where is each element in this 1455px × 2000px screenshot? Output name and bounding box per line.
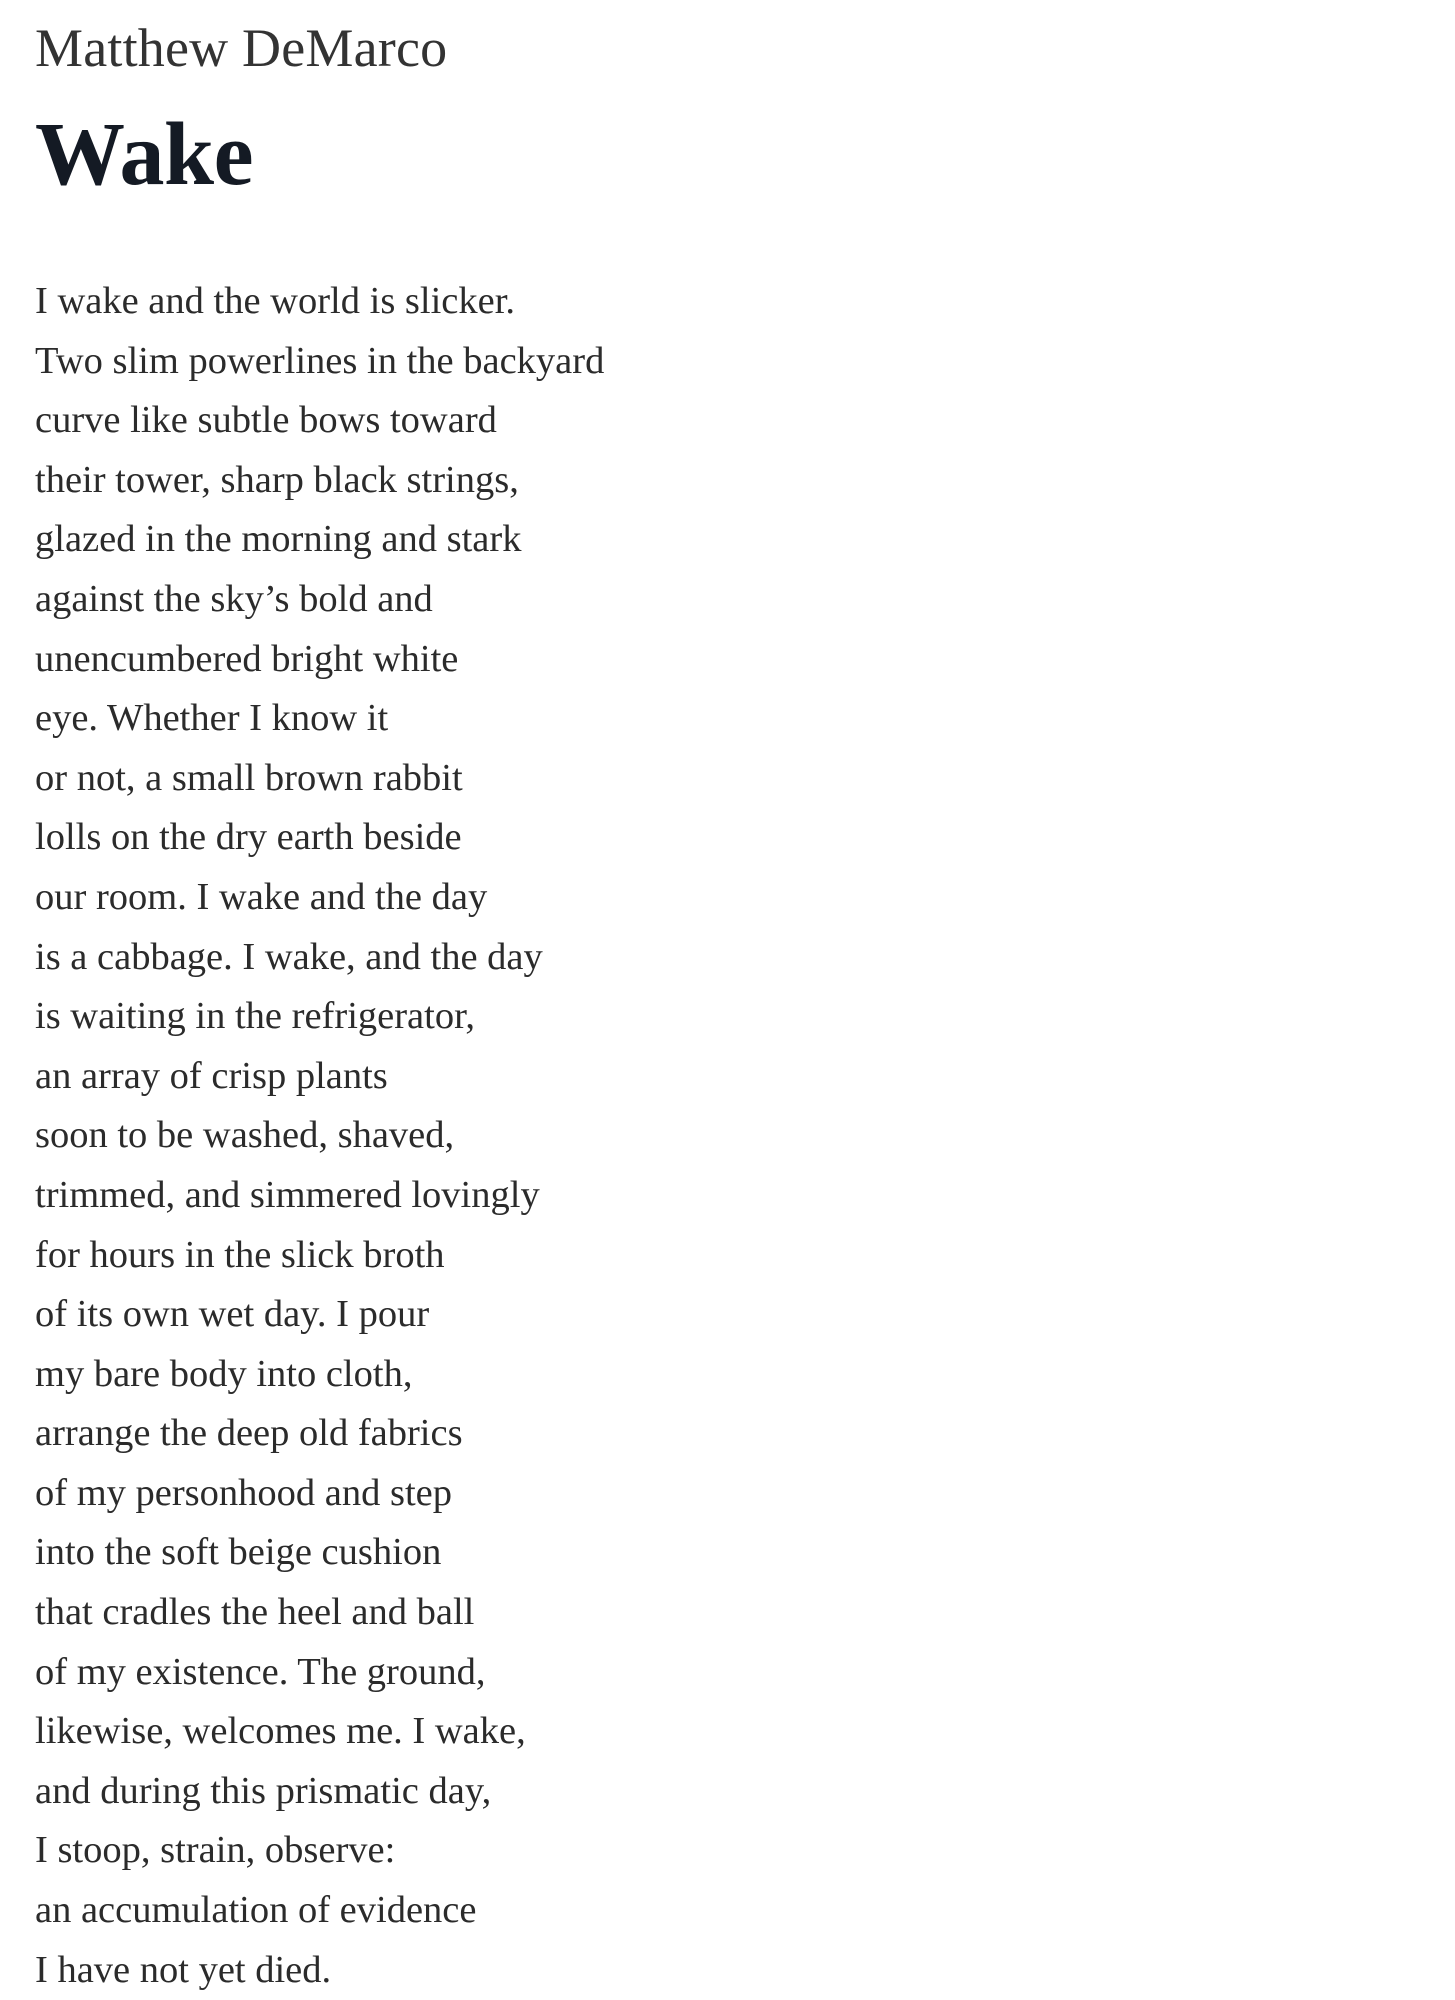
poem-line: arrange the deep old fabrics [35, 1412, 463, 1455]
poem-line: curve like subtle bows toward [35, 399, 497, 442]
poem-line: our room. I wake and the day [35, 875, 488, 918]
poem-line: or not, a small brown rabbit [35, 756, 463, 799]
poem-line: their tower, sharp black strings, [35, 458, 519, 501]
poem-line: an accumulation of evidence [35, 1889, 477, 1932]
poem-line: I have not yet died. [35, 1948, 332, 1991]
poem-line: I wake and the world is slicker. [35, 280, 516, 322]
poem-line: soon to be washed, shaved, [35, 1114, 455, 1157]
author-name: Matthew DeMarco [35, 18, 448, 78]
poem-line: glazed in the morning and stark [35, 518, 522, 561]
poem-line: lolls on the dry earth beside [35, 816, 462, 859]
poem-line: into the soft beige cushion [35, 1531, 442, 1574]
poem-line: is waiting in the refrigerator, [35, 995, 475, 1038]
poem-line: that cradles the heel and ball [35, 1591, 475, 1634]
poem-line: likewise, welcomes me. I wake, [35, 1710, 526, 1753]
poem-line: for hours in the slick broth [35, 1233, 445, 1276]
poem-title: Wake [35, 105, 254, 204]
poem-line: and during this prismatic day, [35, 1769, 492, 1812]
poem-line: of my personhood and step [35, 1471, 453, 1514]
poem-line: is a cabbage. I wake, and the day [35, 935, 543, 978]
poem-line: my bare body into cloth, [35, 1352, 413, 1395]
poem-line: I stoop, strain, observe: [35, 1829, 396, 1872]
poem-line: an array of crisp plants [35, 1054, 388, 1097]
poem-line: of my existence. The ground, [35, 1650, 486, 1693]
poem-line: eye. Whether I know it [35, 697, 389, 740]
poem-body [35, 272, 1335, 2000]
poem-line: unencumbered bright white [35, 637, 459, 680]
poem-line: Two slim powerlines in the backyard [35, 339, 605, 382]
poem-line: against the sky’s bold and [35, 577, 433, 620]
poem-page [35, 10, 1335, 2000]
poem-line: trimmed, and simmered lovingly [35, 1173, 540, 1216]
poem-line: of its own wet day. I pour [35, 1293, 430, 1336]
